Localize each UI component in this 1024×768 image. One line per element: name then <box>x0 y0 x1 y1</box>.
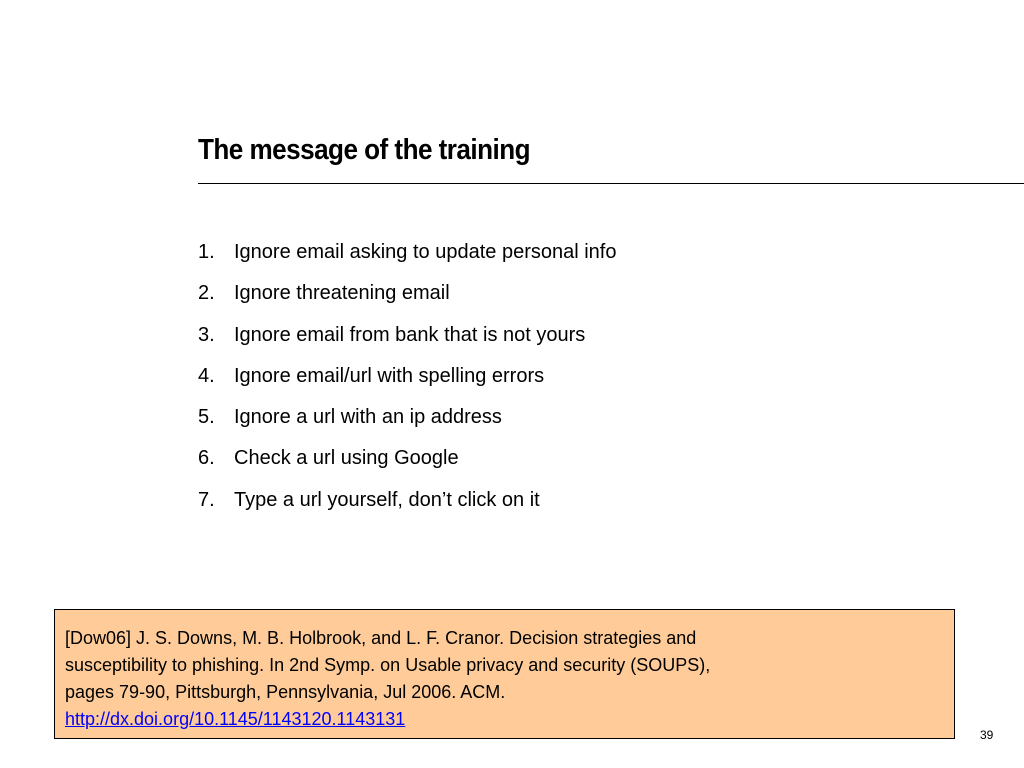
reference-line: [Dow06] J. S. Downs, M. B. Holbrook, and L. F. Cranor. Decision strategies and <box>65 628 697 648</box>
reference-line: pages 79-90, Pittsburgh, Pennsylvania, Jul 2006. ACM. <box>65 682 506 702</box>
list-item-number: 7. <box>198 488 215 511</box>
list-item-text: Check a url using Google <box>234 447 459 470</box>
list-item <box>198 315 616 356</box>
list-item-number: 1. <box>198 241 215 263</box>
list-item-number: 6. <box>198 447 215 470</box>
reference-box <box>54 609 955 739</box>
list-item-number: 2. <box>198 282 215 305</box>
list-item-text: Ignore email/url with spelling errors <box>234 364 545 387</box>
list-item-text: Ignore a url with an ip address <box>234 406 502 429</box>
title-divider <box>198 183 1024 184</box>
training-points-list <box>198 232 616 521</box>
list-item-number: 4. <box>198 364 215 387</box>
list-item <box>198 273 616 314</box>
page-number: 39 <box>980 728 994 742</box>
list-item-number: 5. <box>198 406 215 429</box>
reference-doi-link[interactable]: http://dx.doi.org/10.1145/1143120.1143131 <box>65 709 406 729</box>
list-item <box>198 397 616 438</box>
slide-title: The message of the training <box>198 134 531 166</box>
list-item-text: Ignore email from bank that is not yours <box>234 323 586 346</box>
reference-line: susceptibility to phishing. In 2nd Symp. on Usable privacy and security (SOUPS), <box>65 655 711 675</box>
list-item <box>198 480 616 521</box>
list-item-text: Ignore threatening email <box>234 282 450 305</box>
list-item <box>198 438 616 479</box>
list-item-text: Ignore email asking to update personal info <box>234 241 617 263</box>
list-item <box>198 356 616 397</box>
list-item-number: 3. <box>198 323 215 346</box>
list-item <box>198 232 616 273</box>
list-item-text: Type a url yourself, don’t click on it <box>234 488 540 511</box>
